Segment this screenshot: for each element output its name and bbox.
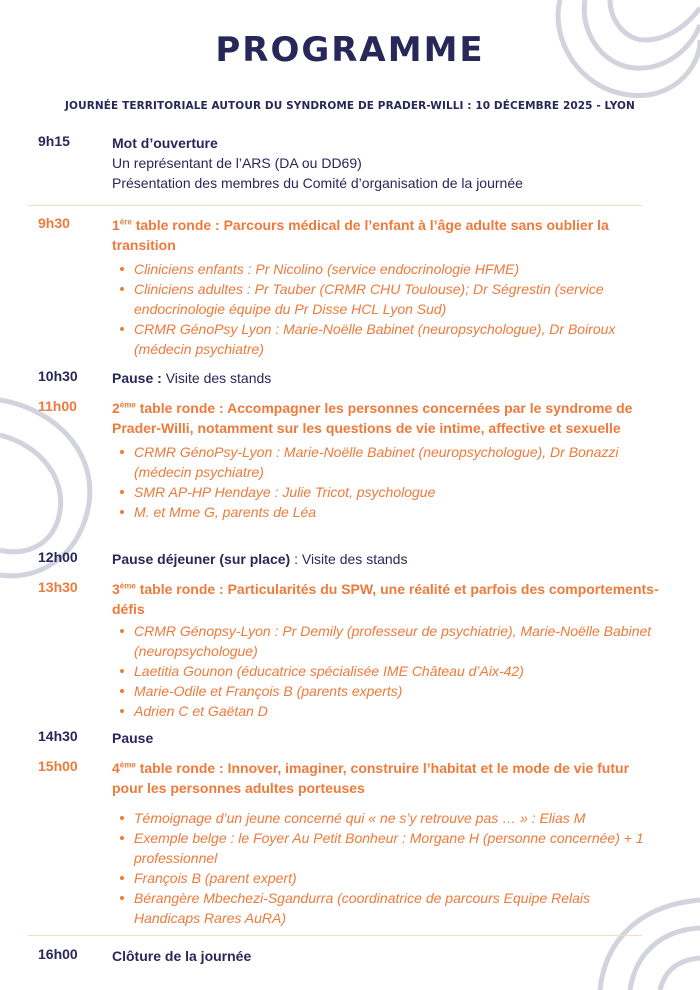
- time-label: 14h30: [38, 728, 78, 744]
- item-title: Pause déjeuner (sur place): [112, 551, 291, 567]
- time-label: 15h00: [38, 758, 78, 774]
- speaker-list: [112, 808, 660, 928]
- list-item: Cliniciens adultes : Pr Tauber (CRMR CHU Toulouse); Dr Ségrestin (service endocrinologie équipe du Pr Disse HCL Lyon Sud): [112, 279, 660, 319]
- time-label: 10h30: [38, 368, 78, 384]
- list-item: Cliniciens enfants : Pr Nicolino (service endocrinologie HFME): [112, 259, 660, 279]
- time-label: 9h15: [38, 133, 70, 149]
- item-title: Pause :: [112, 370, 162, 386]
- list-item: Bérangère Mbechezi-Sgandurra (coordinatrice de parcours Equipe Relais Handicaps Rares AuRA): [112, 888, 660, 928]
- divider: [28, 205, 642, 206]
- time-label: 11h00: [38, 398, 77, 414]
- list-item: Témoignage d’un jeune concerné qui « ne s’y retrouve pas … » : Elias M: [112, 808, 660, 828]
- list-item: M. et Mme G, parents de Léa: [112, 502, 660, 522]
- item-title: Pause: [112, 730, 154, 746]
- item-title: 2ème table ronde : Accompagner les personnes concernées par le syndrome de Prader-Willi, notamment sur les questions de vie intime, affective et sexuelle: [112, 400, 633, 436]
- time-label: 13h30: [38, 579, 78, 595]
- list-item: Laetitia Gounon (éducatrice spécialisée IME Château d’Aix-42): [112, 661, 660, 681]
- schedule-content: [112, 549, 660, 569]
- schedule-content: [112, 398, 660, 522]
- divider: [28, 935, 642, 936]
- speaker-list: [112, 621, 660, 721]
- list-item: SMR AP-HP Hendaye : Julie Tricot, psychologue: [112, 482, 660, 502]
- item-title: 3ème table ronde : Particularités du SPW, une réalité et parfois des comportements-défis: [112, 581, 659, 617]
- item-title: 1ère table ronde : Parcours médical de l’enfant à l’âge adulte sans oublier la transition: [112, 217, 609, 253]
- list-item: Adrien C et Gaëtan D: [112, 701, 660, 721]
- schedule-content: [112, 368, 660, 388]
- item-detail: Visite des stands: [161, 370, 272, 386]
- list-item: CRMR GénoPsy Lyon : Marie-Noëlle Babinet (neuropsychologue), Dr Boiroux (médecin psychiatre): [112, 319, 660, 359]
- item-title: Clôture de la journée: [112, 948, 252, 964]
- schedule-content: [112, 579, 660, 721]
- speaker-list: [112, 442, 660, 522]
- schedule-content: [112, 946, 660, 966]
- list-item: François B (parent expert): [112, 868, 660, 888]
- event-subtitle: JOURNÉE TERRITORIALE AUTOUR DU SYNDROME DE PRADER-WILLI : 10 DÉCEMBRE 2025 - LYON: [65, 100, 635, 112]
- list-item: CRMR GénoPsy-Lyon : Marie-Noëlle Babinet (neuropsychologue), Dr Bonazzi (médecin psychiatre): [112, 442, 660, 482]
- item-title: 4ème table ronde : Innover, imaginer, construire l’habitat et le mode de vie futur pour les personnes adultes porteuses: [112, 760, 630, 796]
- time-label: 9h30: [38, 215, 70, 231]
- speaker-list: [112, 259, 660, 359]
- schedule-content: [112, 215, 660, 359]
- list-item: Marie-Odile et François B (parents experts): [112, 681, 660, 701]
- schedule-content: [112, 758, 660, 928]
- item-detail: : Visite des stands: [290, 551, 408, 567]
- list-item: Exemple belge : le Foyer Au Petit Bonheur : Morgane H (personne concernée) + 1 professionnel: [112, 828, 660, 868]
- item-line: Un représentant de l’ARS (DA ou DD69): [112, 155, 362, 171]
- schedule-content: [112, 133, 660, 193]
- page-title: PROGRAMME: [215, 30, 485, 70]
- list-item: CRMR Génopsy-Lyon : Pr Demily (professeur de psychiatrie), Marie-Noëlle Babinet (neuropsychologue): [112, 621, 660, 661]
- item-title: Mot d’ouverture: [112, 135, 218, 151]
- time-label: 16h00: [38, 946, 78, 962]
- schedule-content: [112, 728, 660, 748]
- time-label: 12h00: [38, 549, 78, 565]
- item-line: Présentation des membres du Comité d’organisation de la journée: [112, 175, 523, 191]
